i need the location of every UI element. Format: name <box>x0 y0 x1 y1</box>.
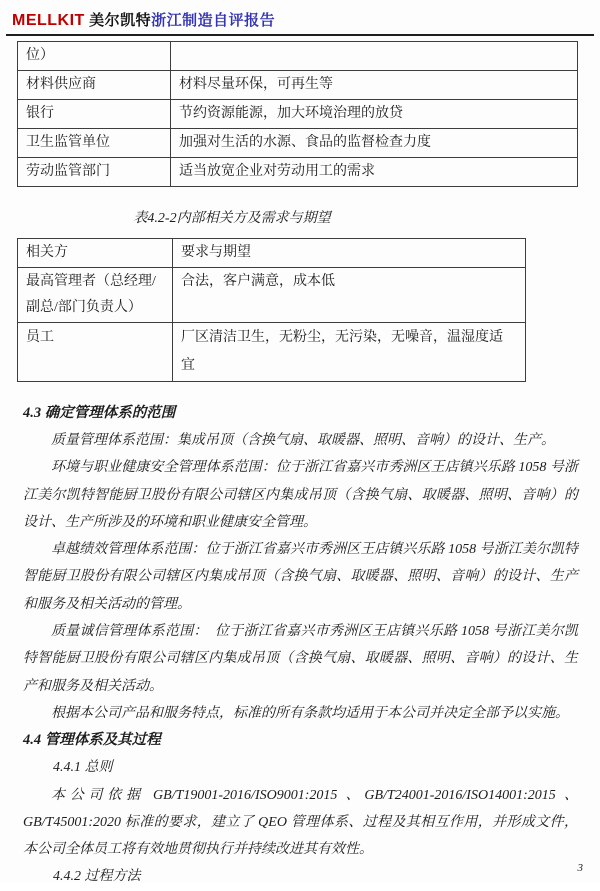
table-row <box>18 129 578 158</box>
requirement-cell: 适当放宽企业对劳动用工的需求 <box>171 158 578 187</box>
stakeholder-header-cell: 相关方 <box>18 239 173 268</box>
stakeholder-cell: 员工 <box>18 323 173 382</box>
stakeholder-cell: 位） <box>18 42 171 71</box>
table-row <box>18 323 526 382</box>
stakeholder-cell: 卫生监管单位 <box>18 129 171 158</box>
page-body <box>0 41 600 891</box>
stakeholder-cell: 银行 <box>18 100 171 129</box>
requirement-cell: 材料尽量环保，可再生等 <box>171 71 578 100</box>
subsection-4-4-2-heading: 4.4.2 过程方法 <box>53 869 141 885</box>
subsection-4-4-1-heading: 4.4.1 总则 <box>53 760 113 776</box>
paragraph-applicability: 根据本公司产品和服务特点，标准的所有条款均适用于本公司并决定全部予以实施。 <box>51 705 569 721</box>
header-report-title: 浙江制造自评报告 <box>151 13 276 29</box>
paragraph-integrity-scope: 质量诚信管理体系范围： 位于浙江省嘉兴市秀洲区王店镇兴乐路 1058 号浙江美尔凯特智能厨卫股份有限公司辖区内集成吊顶（含换气扇、取暖器、照明、音响）的设计、生产和服务及相关活动。 <box>23 624 578 694</box>
stakeholder-cell: 材料供应商 <box>18 71 171 100</box>
external-stakeholder-table <box>17 41 578 187</box>
table-row <box>18 42 578 71</box>
document-header <box>6 0 594 36</box>
paragraph-general-standards: 本公司依据 GB/T19001-2016/ISO9001:2015 、GB/T24001-2016/ISO14001:2015 、GB/T45001:2020 标准的要求，建立了 QEO 管理体系、过程及其相互作用，并形成文件，本公司全体员工将有效地贯彻执行并持续改进其有效性。 <box>23 787 578 858</box>
requirement-cell: 厂区清洁卫生，无粉尘，无污染，无噪音，温湿度适宜 <box>173 323 526 382</box>
table-header-row <box>18 239 526 268</box>
paragraph-quality-scope: 质量管理体系范围：集成吊顶（含换气扇、取暖器、照明、音响）的设计、生产。 <box>51 433 555 448</box>
header-company-name: 美尔凯特 <box>84 13 152 29</box>
paragraph-ehs-scope: 环境与职业健康安全管理体系范围：位于浙江省嘉兴市秀洲区王店镇兴乐路 1058 号浙江美尔凯特智能厨卫股份有限公司辖区内集成吊顶（含换气扇、取暖器、照明、音响）的设计、生产所涉及的环境和职业健康安全管理。 <box>23 460 578 530</box>
table-row <box>18 268 526 323</box>
brand-logo-text: MELLKIT <box>12 12 85 29</box>
internal-stakeholder-table <box>17 238 526 382</box>
paragraph-excellence-scope: 卓越绩效管理体系范围：位于浙江省嘉兴市秀洲区王店镇兴乐路 1058 号浙江美尔凯特智能厨卫股份有限公司辖区内集成吊顶（含换气扇、取暖器、照明、音响）的设计、生产和服务及相关活动的管理。 <box>23 542 578 612</box>
table-row <box>18 71 578 100</box>
section-4-4-heading: 4.4 管理体系及其过程 <box>23 732 161 749</box>
requirement-header-cell: 要求与期望 <box>173 239 526 268</box>
section-4-3-heading: 4.3 确定管理体系的范围 <box>23 405 176 421</box>
page-number: 3 <box>577 862 583 874</box>
table-row <box>18 100 578 129</box>
table-row <box>18 158 578 187</box>
requirement-cell: 节约资源能源，加大环境治理的放贷 <box>171 100 578 129</box>
requirement-cell: 合法，客户满意，成本低 <box>173 268 526 323</box>
stakeholder-cell: 最高管理者（总经理/副总/部门负责人） <box>18 268 173 323</box>
internal-table-caption: 表4.2-2内部相关方及需求与期望 <box>133 211 331 226</box>
requirement-cell <box>171 42 578 71</box>
requirement-cell: 加强对生活的水源、食品的监督检查力度 <box>171 129 578 158</box>
stakeholder-cell: 劳动监管部门 <box>18 158 171 187</box>
